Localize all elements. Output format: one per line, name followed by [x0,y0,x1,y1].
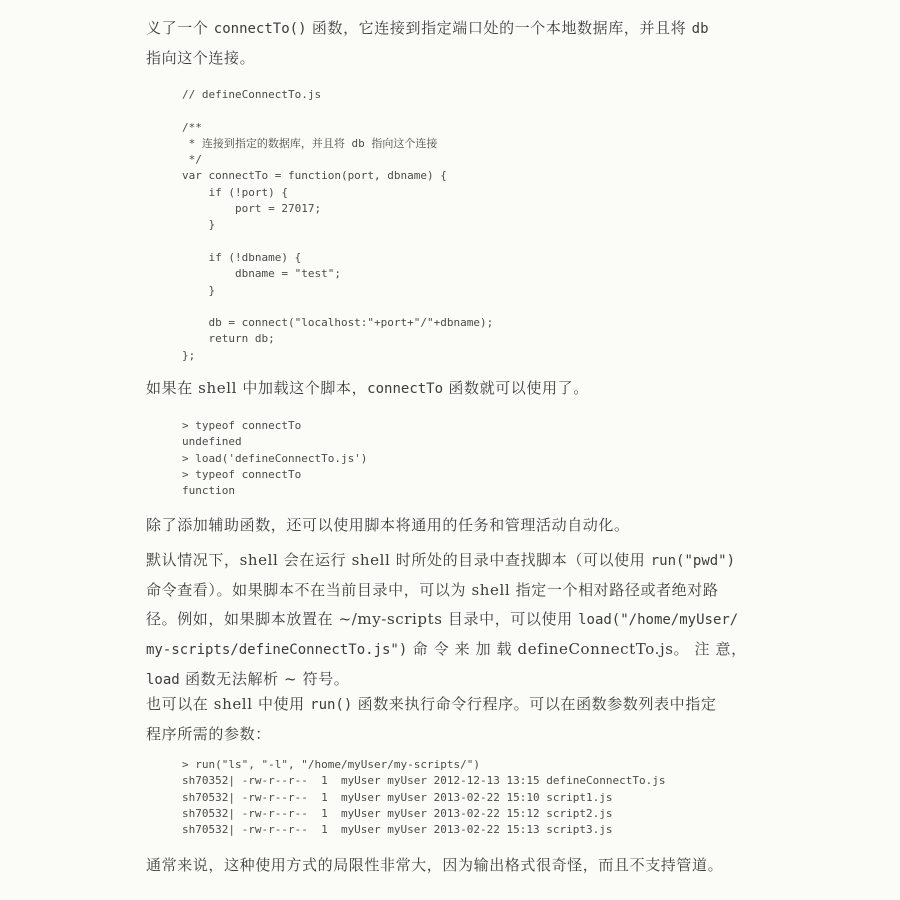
text: 函数来执行命令行程序。可以在函数参数列表中指定 程序所需的参数： [146,695,717,743]
paragraph-automation: 除了添加辅助函数，还可以使用脚本将通用的任务和管理活动自动化。 [146,516,630,534]
text: 命令查看）。如果脚本不在当前目录中，可以为 shell 指定一个相对路径或者绝对路 径。例如，如果脚本放置在 ~/my-scripts 目录中，可以使用 [146,581,719,628]
paragraph-limitations: 通常来说，这种使用方式的局限性非常大，因为输出格式很奇怪，而且不支持管道。 [146,856,724,874]
inline-code: load("/home/myUser/ my-scripts/defineConnectTo.js") [146,612,739,658]
paragraph-load-script [146,374,589,404]
paragraph-connectto-intro [146,14,709,73]
inline-code: db [691,21,709,37]
text: 命 令 来 加 载 defineConnectTo.js。 注 意， [412,640,747,658]
code-block-define-connect-to: // defineConnectTo.js /** * 连接到指定的数据库，并且将 db 指向这个连接 */ var connectTo = function(port, dbname) { if (!port) { port = 27017; } if (!dbname) { dbname = "test"; } db = connect("localhost:"+port+"/"+dbname); return db; }; [182,88,494,362]
text: 义了一个 [146,19,214,37]
text: 函数就可以使用了。 [443,379,589,397]
inline-code: connectTo() [213,21,307,37]
paragraph-script-path [146,546,747,695]
text: 如果在 shell 中加载这个脚本， [146,379,368,397]
paragraph-run-function [146,690,716,749]
text: 也可以在 shell 中使用 [146,695,311,713]
code-block-shell-session: > typeof connectTo undefined > load('defineConnectTo.js') > typeof connectTo function [182,419,368,498]
inline-code: connectTo [367,381,444,397]
text: 函数无法解析 ~ 符号。 [179,670,350,688]
text: 默认情况下，shell 会在运行 shell 时所处的目录中查找脚本（可以使用 [146,551,651,569]
text: 函数，它连接到指定端口处的一个本地数据库，并且将 [306,19,692,37]
inline-code: run() [310,697,353,713]
code-block-run-ls: > run("ls", "-l", "/home/myUser/my-scripts/") sh70352| -rw-r--r-- 1 myUser myUser 2012-12-13 13:15 defineConnectTo.js sh70532| -rw-r--r-- 1 myUser myUser 2013-02-22 15:10 script1.js sh70532| -rw-r--r-- 1 myUser myUser 2013-02-22 15:12 script2.js sh70532| -rw-r--r-- 1 myUser myUser 2013-02-22 15:13 script3.js [182,758,666,837]
text: 指向这个连接。 [146,49,256,67]
inline-code: run("pwd") [650,553,736,569]
inline-code: load [146,672,180,688]
